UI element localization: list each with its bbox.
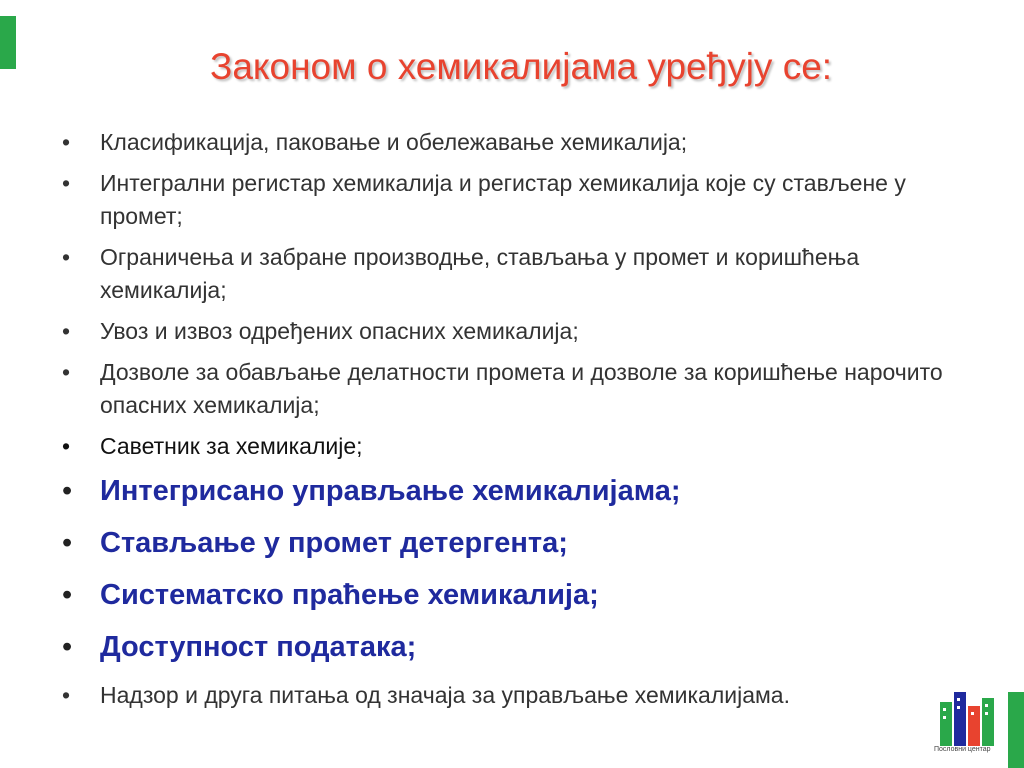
bullet-item [58,241,958,307]
bullet-icon: • [62,527,73,559]
bullet-item [58,356,958,422]
bullet-icon: • [62,682,71,708]
bullet-icon: • [62,359,71,385]
bullet-text: Доступност података; [100,631,417,663]
green-accent-bar-right [1008,692,1024,768]
bullet-text: Ограничења и забране производње, стављања у промет и коришћења хемикалија; [100,244,860,303]
bullet-list [58,126,958,720]
bullet-item [58,679,958,712]
bullet-text: Надзор и друга питања од значаја за управљање хемикалијама. [100,682,790,708]
bullet-icon: • [62,244,71,270]
bullet-icon: • [62,579,73,611]
bullet-item-emphasized [58,575,958,615]
bullet-text: Систематско праћење хемикалија; [100,579,599,611]
bullet-icon: • [62,318,71,344]
bullet-text: Саветник за хемикалије; [100,433,363,459]
bullet-text: Дозволе за обављање делатности промета и дозволе за коришћење нарочито опасних хемикалија; [100,359,943,418]
slide-title: Законом о хемикалијама уређују се: [210,46,833,87]
bullet-text: Класификација, паковање и обележавање хемикалија; [100,129,688,155]
green-accent-bar-left [0,16,16,69]
bullet-icon: • [62,170,71,196]
bullet-item [58,126,958,159]
bullet-text: Стављање у промет детергента; [100,527,568,559]
bullet-item [58,167,958,233]
bullet-text: Увоз и извоз одређених опасних хемикалија; [100,318,579,344]
bullet-item-emphasized [58,627,958,667]
bullet-text: Интегрални регистар хемикалија и регистар хемикалија које су стављене у промет; [100,170,906,229]
bullet-text: Интегрисано управљање хемикалијама; [100,475,681,507]
bullet-icon: • [62,475,73,507]
bullet-icon: • [62,129,71,155]
bullet-icon: • [62,631,73,663]
buildings-logo-icon [936,688,1002,750]
bullet-icon: • [62,433,71,459]
logo-caption: Пословни центар [934,746,991,753]
bullet-item-emphasized [58,471,958,511]
bullet-item-emphasized [58,523,958,563]
bullet-item [58,315,958,348]
bullet-item [58,430,958,463]
